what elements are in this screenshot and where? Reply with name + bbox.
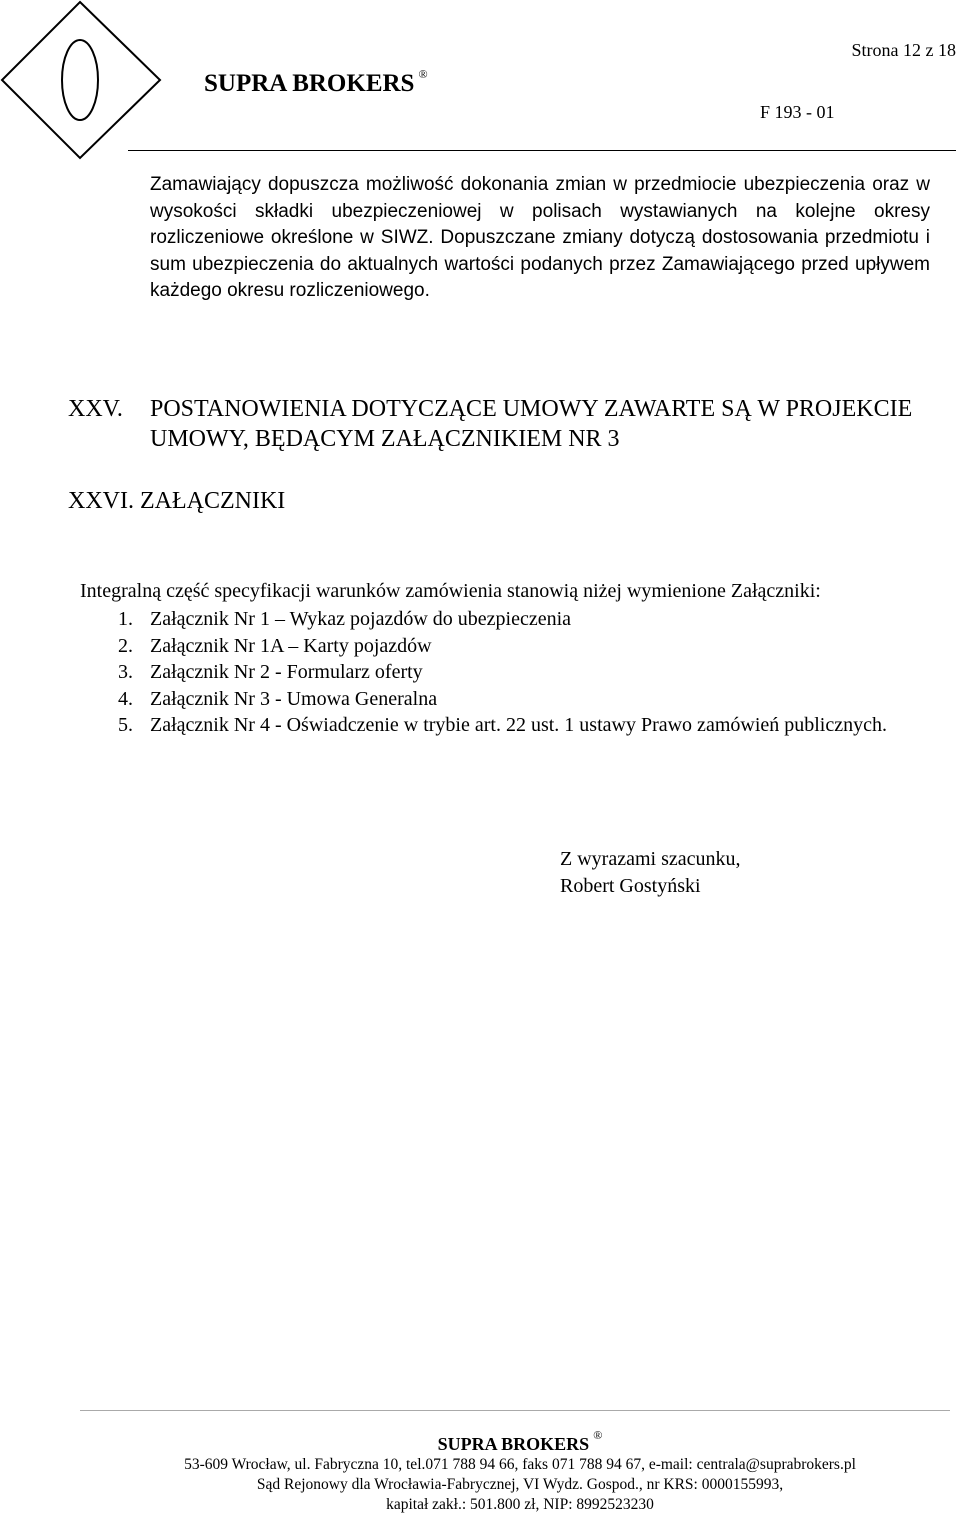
list-item: 5. Załącznik Nr 4 - Oświadczenie w trybie art. 22 ust. 1 ustawy Prawo zamówień publicznych. [118, 714, 887, 736]
section-number: XXVI. [68, 488, 134, 514]
attachments-intro: Integralną część specyfikacji warunków zamówienia stanowią niżej wymienione Załączniki: [80, 580, 821, 602]
signatory-name: Robert Gostyński [560, 875, 701, 897]
section-title: POSTANOWIENIA DOTYCZĄCE UMOWY ZAWARTE SĄ W PROJEKCIE UMOWY, BĘDĄCYM ZAŁĄCZNIKIEM NR 3 [150, 396, 913, 452]
salutation: Z wyrazami szacunku, [560, 848, 741, 870]
attachments-list [80, 606, 900, 739]
footer-court-registration: Sąd Rejonowy dla Wrocławia-Fabrycznej, VI Wydz. Gospod., nr KRS: 0000155993, [256, 1476, 784, 1493]
section-title: ZAŁĄCZNIKI [140, 488, 286, 514]
list-item: 2. Załącznik Nr 1A – Karty pojazdów [118, 634, 432, 657]
section-number: XXV. [68, 396, 123, 422]
form-code: F 193 - 01 [760, 102, 835, 122]
company-name: SUPRA BROKERS ® [204, 66, 428, 97]
company-logo [0, 0, 162, 162]
footer-address: 53-609 Wrocław, ul. Fabryczna 10, tel.071 788 94 66, faks 071 788 94 67, e-mail: centrala@suprabrokers.pl [184, 1456, 856, 1473]
body-paragraph: Zamawiający dopuszcza możliwość dokonania zmian w przedmiocie ubezpieczenia oraz w wysokości składki ubezpieczeniowej w polisach wystawianych na kolejne okresy rozliczeniowe określone w SIWZ. Dopuszczane zmiany dotyczą dostosowania przedmiotu i sum ubezpieczenia do aktualnych wartości podanych przez Zamawiającego przed upływem każdego okresu rozliczeniowego. [150, 174, 930, 301]
footer-capital-nip: kapitał zakł.: 501.800 zł, NIP: 8992523230 [386, 1496, 654, 1513]
closing-signature [560, 846, 740, 900]
footer-company-name: SUPRA BROKERS ® [437, 1428, 603, 1454]
section-xxv-heading [68, 394, 948, 454]
footer-divider [80, 1410, 950, 1411]
list-item: 1. Załącznik Nr 1 – Wykaz pojazdów do ubezpieczenia [118, 608, 572, 630]
list-item: 3. Załącznik Nr 2 - Formularz oferty [118, 661, 423, 683]
page-number: Strona 12 z 18 [851, 40, 956, 60]
header-divider [128, 150, 956, 151]
section-xxvi-heading [68, 486, 285, 516]
list-item: 4. Załącznik Nr 3 - Umowa Generalna [118, 687, 438, 710]
